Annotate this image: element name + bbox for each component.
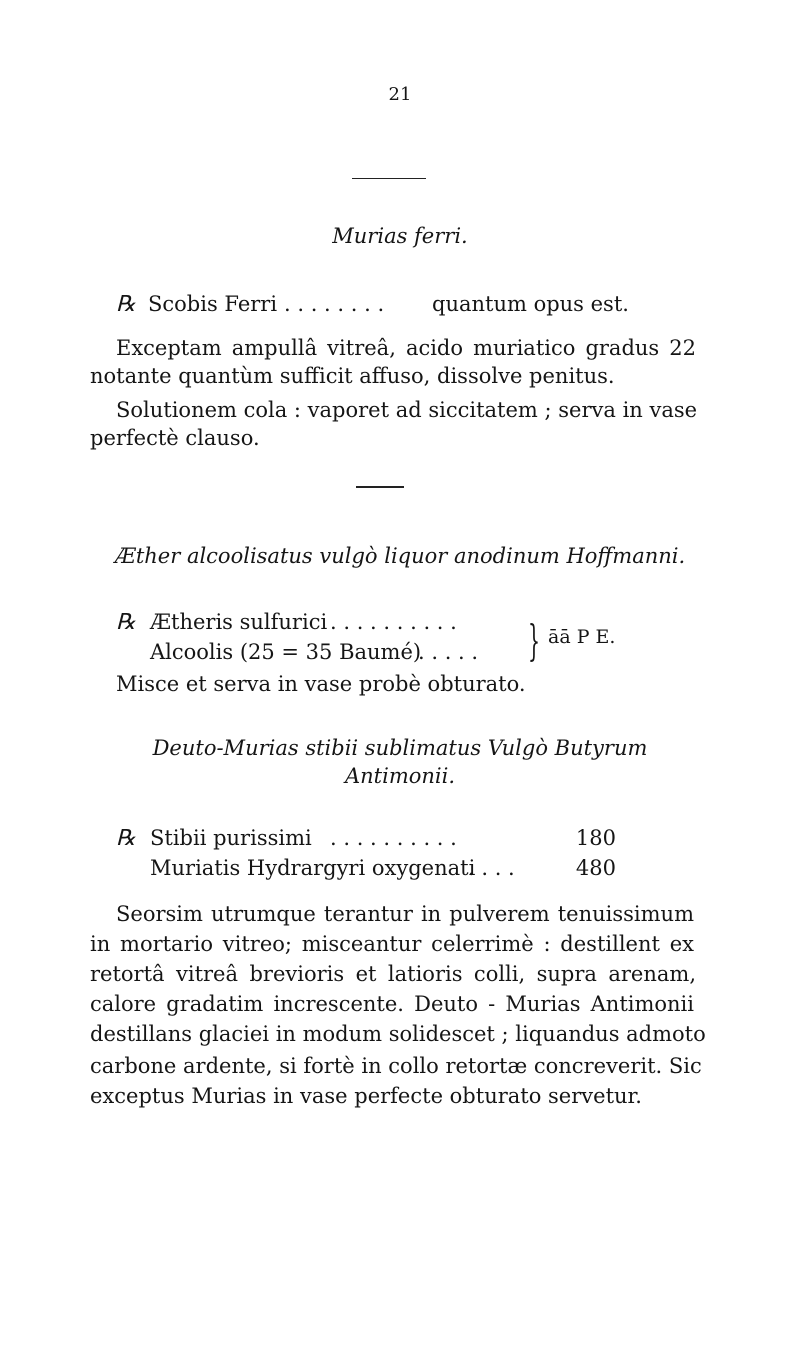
quantity-text: āā P E. xyxy=(548,626,616,648)
paragraph-line: perfectè clauso. xyxy=(90,426,260,450)
leader-dots: . . . . . . . . . . xyxy=(330,610,457,634)
paragraph-line: Misce et serva in vase probè obturato. xyxy=(116,672,526,696)
quantity-value: 180 xyxy=(575,826,616,850)
paragraph-line: destillans glaciei in modum solidescet ; liquandus admoto xyxy=(90,1022,706,1046)
paragraph-line: in mortario vitreo; misceantur celerrimè : destillent ex xyxy=(90,932,694,956)
recipe-symbol: ℞ xyxy=(116,826,136,851)
brace-glyph: } xyxy=(528,616,541,665)
section-title-deuto-murias-continued: Antimonii. xyxy=(344,764,456,788)
section-title-murias-ferri: Murias ferri. xyxy=(332,224,468,248)
paragraph-line: Exceptam ampullâ vitreâ, acido muriatico gradus 22 xyxy=(116,336,696,360)
quantity-text: quantum opus est. xyxy=(432,292,629,316)
recipe-symbol: ℞ xyxy=(116,292,136,317)
paragraph-line: Seorsim utrumque terantur in pulverem tenuissimum xyxy=(116,902,694,926)
leader-dots: . . . . . xyxy=(418,640,479,664)
page-number: 21 xyxy=(388,84,412,105)
top-divider xyxy=(352,178,426,179)
ingredient-text: Ætheris sulfurici xyxy=(150,610,328,634)
quantity-value: 480 xyxy=(575,856,616,880)
leader-dots: . . . . . . . . xyxy=(284,292,385,316)
ingredient-text: Scobis Ferri xyxy=(148,292,278,316)
ingredient-text: Muriatis Hydrargyri oxygenati xyxy=(150,856,476,880)
leader-dots: . . . . xyxy=(468,856,515,880)
paragraph-line: retortâ vitreâ brevioris et latioris colli, supra arenam, xyxy=(90,962,696,986)
paragraph-line: exceptus Murias in vase perfecte obturato servetur. xyxy=(90,1084,642,1108)
section-title-aether: Æther alcoolisatus vulgò liquor anodinum Hoffmanni. xyxy=(114,544,686,568)
section-divider xyxy=(356,486,404,488)
paragraph-line: carbone ardente, si fortè in collo retortæ concreverit. Sic xyxy=(90,1054,702,1078)
paragraph-line: Solutionem cola : vaporet ad siccitatem ; serva in vase xyxy=(116,398,698,422)
paragraph-line: calore gradatim increscente. Deuto - Murias Antimonii xyxy=(90,992,694,1016)
leader-dots: . . . . . . . . . . xyxy=(330,826,457,850)
recipe-symbol: ℞ xyxy=(116,610,136,635)
ingredient-text: Stibii purissimi xyxy=(150,826,312,850)
ingredient-text: Alcoolis (25 = 35 Baumé) xyxy=(150,640,422,664)
paragraph-line: notante quantùm sufficit affuso, dissolve penitus. xyxy=(90,364,615,388)
section-title-deuto-murias: Deuto-Murias stibii sublimatus Vulgò Butyrum xyxy=(152,736,648,760)
